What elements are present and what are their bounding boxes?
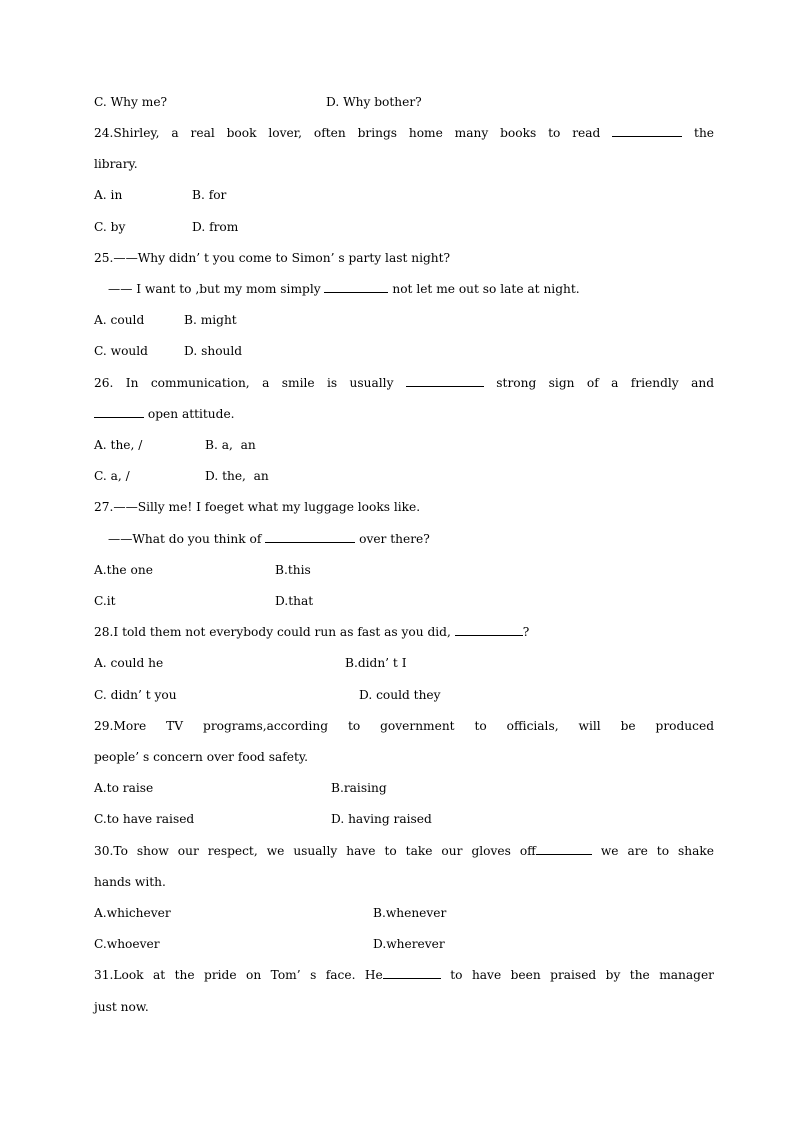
q28-option-c: C. didn’ t you	[94, 688, 177, 702]
answer-blank	[455, 624, 523, 636]
q31-stem-line1	[94, 967, 714, 983]
q30-option-d: D.wherever	[373, 937, 445, 951]
q28-stem-part-a: 28.I told them not everybody could run as fast as you did,	[94, 625, 451, 639]
q26-option-c: C. a, /	[94, 469, 130, 483]
q29-stem-line1: 29.More TV programs,according to government to officials, will be produced	[94, 719, 714, 733]
q24-option-c: C. by	[94, 220, 126, 234]
q27-option-c: C.it	[94, 594, 116, 608]
answer-blank	[612, 125, 682, 137]
q23-option-d: D. Why bother?	[326, 95, 422, 109]
q27-stem-part-a: ——What do you think of	[108, 532, 262, 546]
q26-option-b: B. a, an	[205, 438, 256, 452]
q28-stem-part-b: ?	[522, 625, 530, 639]
q27-stem-line1: 27.——Silly me! I foeget what my luggage looks like.	[94, 500, 421, 514]
q30-stem-line1	[94, 843, 714, 859]
q24-option-b: B. for	[192, 188, 227, 202]
q31-stem-line2: just now.	[94, 1000, 149, 1014]
q23-option-c: C. Why me?	[94, 95, 168, 109]
q26-stem-line1	[94, 375, 714, 391]
answer-blank	[324, 281, 388, 293]
q30-stem-part-a: 30.To show our respect, we usually have to take our gloves off	[94, 844, 536, 858]
q26-stem-line2	[94, 406, 714, 422]
q30-option-b: B.whenever	[373, 906, 447, 920]
answer-blank	[536, 843, 592, 855]
q29-stem-line2: people’ s concern over food safety.	[94, 750, 309, 764]
q24-option-d: D. from	[192, 220, 239, 234]
answer-blank	[94, 406, 144, 418]
q30-stem-part-b: we are to shake	[600, 844, 714, 858]
q25-option-d: D. should	[184, 344, 243, 358]
answer-blank	[383, 967, 441, 979]
q29-option-c: C.to have raised	[94, 812, 195, 826]
q27-option-b: B.this	[275, 563, 311, 577]
q25-stem-line1: 25.——Why didn’ t you come to Simon’ s party last night?	[94, 251, 451, 265]
q29-option-b: B.raising	[331, 781, 387, 795]
q26-stem-part-b: strong sign of a friendly and	[496, 376, 715, 390]
q24-option-a: A. in	[94, 188, 123, 202]
q27-stem-part-b: over there?	[359, 532, 430, 546]
q26-stem-part-c: open attitude.	[147, 407, 235, 421]
q25-stem-part-b: not let me out so late at night.	[392, 282, 580, 296]
q31-stem-part-a: 31.Look at the pride on Tom’ s face. He	[94, 968, 383, 982]
q30-stem-line2: hands with.	[94, 875, 166, 889]
q26-option-a: A. the, /	[94, 438, 143, 452]
q31-stem-part-b: to have been praised by the manager	[450, 968, 714, 982]
q24-stem-part-b: the	[694, 126, 715, 140]
answer-blank	[406, 375, 484, 387]
q25-stem-part-a: —— I want to ,but my mom simply	[108, 282, 321, 296]
q28-option-a: A. could he	[94, 656, 164, 670]
q28-option-b: B.didn’ t I	[345, 656, 407, 670]
q27-stem-line2	[108, 531, 728, 547]
q24-stem-line2: library.	[94, 157, 138, 171]
q29-option-d: D. having raised	[331, 812, 432, 826]
q25-stem-line2	[108, 281, 728, 297]
q24-stem-part-a: 24.Shirley, a real book lover, often brings home many books to read	[94, 126, 601, 140]
q28-option-d: D. could they	[359, 688, 441, 702]
q25-option-a: A. could	[94, 313, 145, 327]
q26-stem-part-a: 26. In communication, a smile is usually	[94, 376, 394, 390]
q24-stem-line1	[94, 125, 714, 141]
q29-option-a: A.to raise	[94, 781, 154, 795]
q27-option-d: D.that	[275, 594, 314, 608]
q28-stem	[94, 624, 714, 640]
q30-option-a: A.whichever	[94, 906, 171, 920]
q25-option-c: C. would	[94, 344, 148, 358]
answer-blank	[265, 531, 355, 543]
q26-option-d: D. the, an	[205, 469, 269, 483]
q27-option-a: A.the one	[94, 563, 153, 577]
q25-option-b: B. might	[184, 313, 237, 327]
q30-option-c: C.whoever	[94, 937, 160, 951]
